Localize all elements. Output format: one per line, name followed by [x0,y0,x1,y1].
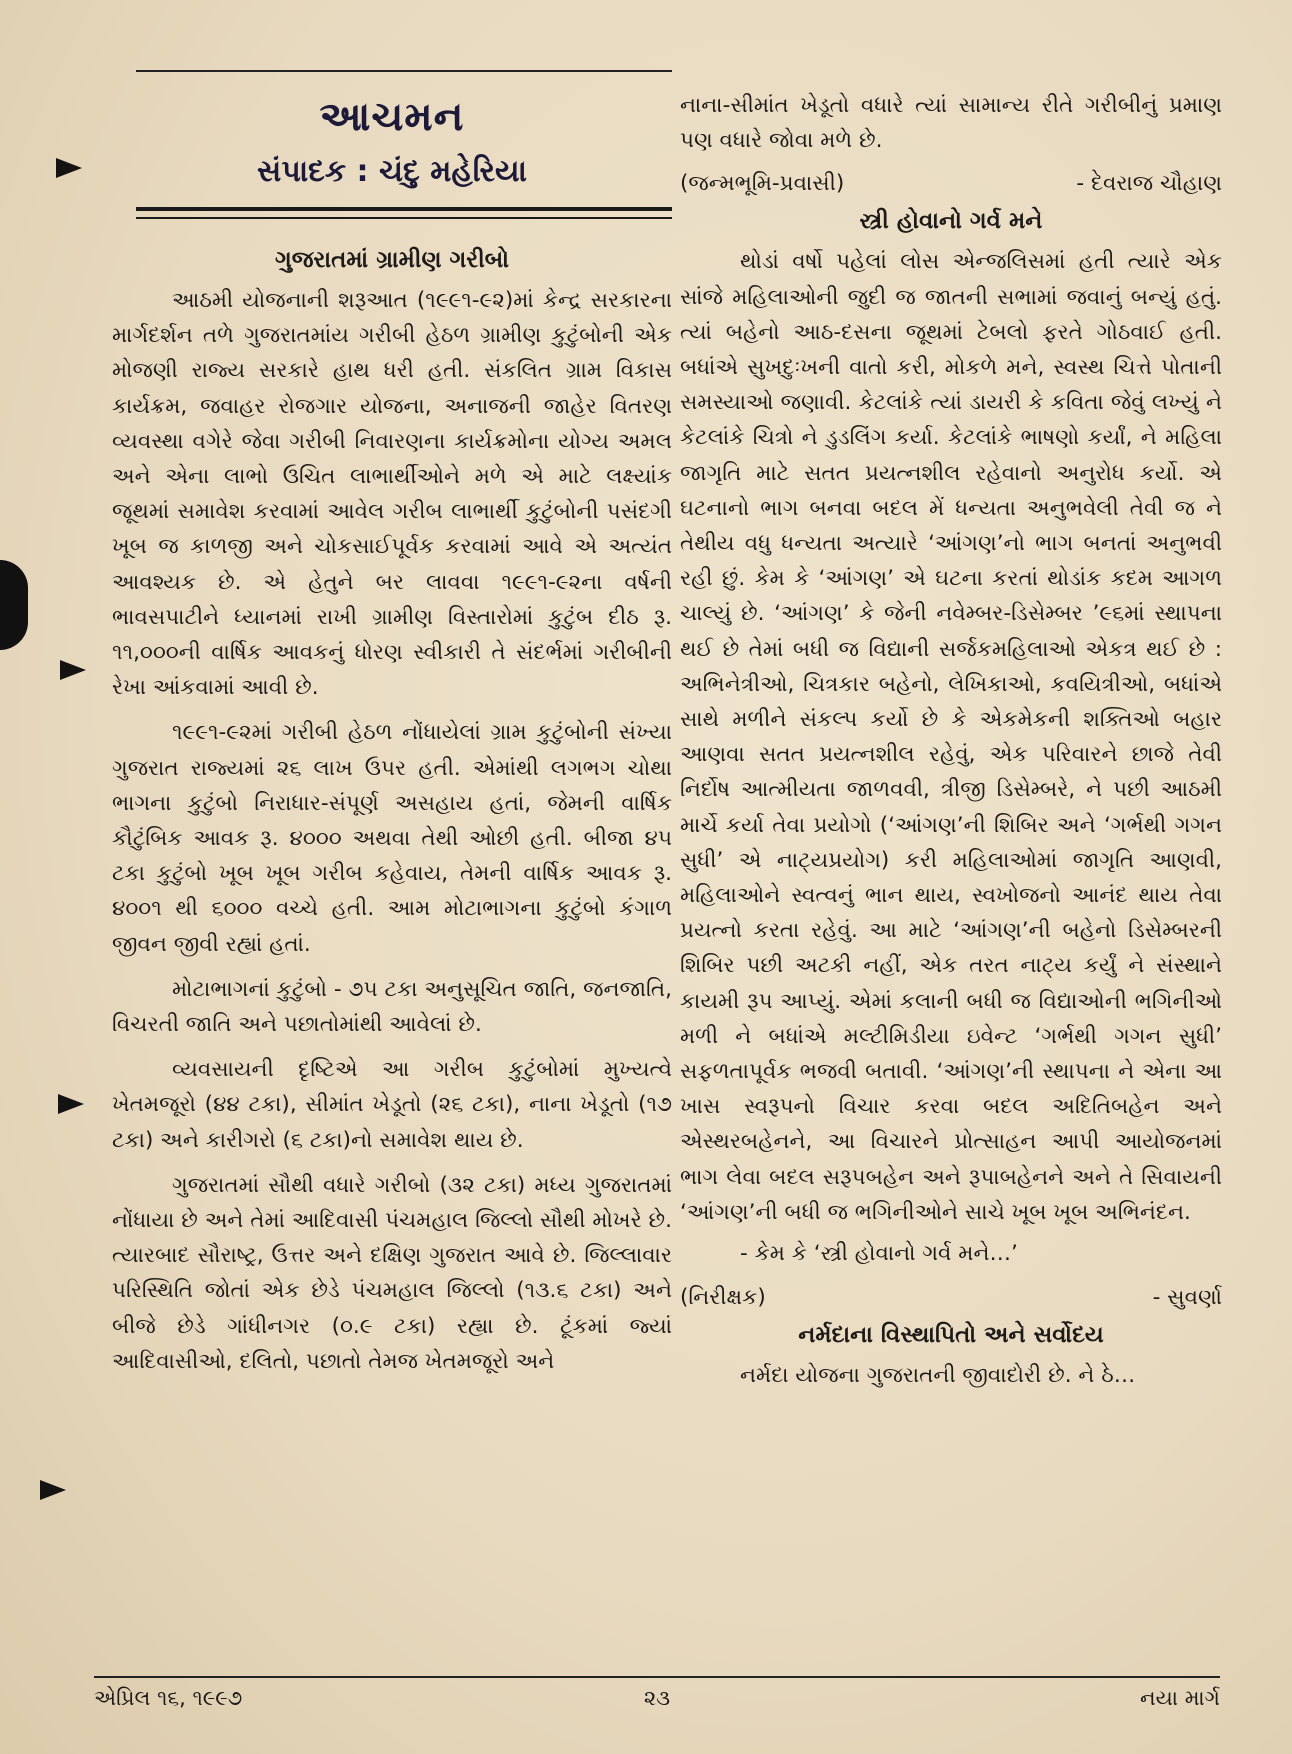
double-rule [136,207,672,219]
source: (જન્મભૂમિ-પ્રવાસી) [680,171,845,197]
source-line [680,1280,1222,1316]
article-paragraph: વ્યવસાયની દૃષ્ટિએ આ ગરીબ કુટુંબોમાં મુખ્યત્વે ખેતમજૂરો (૪૪ ટકા), સીમાંત ખેડૂતો (૨૬ ટકા), નાના ખેડૂતો (૧૭ ટકા) અને કારીગરો (૬ ટકા)નો સમાવેશ થાય છે. [112,1057,672,1153]
author: - દેવરાજ ચૌહાણ [1076,171,1222,197]
tagline: - કેમ કે ‘સ્ત્રી હોવાનો ગર્વ મને…’ [740,1241,1018,1267]
magazine-name: નયા માર્ગ [1140,1686,1220,1710]
source-line [680,166,1222,202]
article-paragraph: થોડાં વર્ષો પહેલાં લોસ એન્જલિસમાં હતી ત્યારે એક સાંજે મહિલાઓની જુદી જ જાતની સભામાં જવાનું બન્યું હતું. ત્યાં બહેનો આઠ-દસના જૂથમાં ટેબલો ફરતે ગોઠવાઈ હતી. બધાંએ સુખદુઃખની વાતો કરી, મોકળે મને, સ્વસ્થ ચિત્તે પોતાની સમસ્યાઓ જણાવી. કેટલાંકે ત્યાં ડાયરી કે કવિતા જેવું લખ્યું ને કેટલાંકે ચિત્રો ને ડુડલિંગ કર્યા. કેટલાંકે ભાષણો કર્યાં, ને મહિલા જાગૃતિ માટે સતત પ્રયત્નશીલ રહેવાનો અનુરોધ કર્યો. એ ઘટનાનો ભાગ બનવા બદલ મેં ધન્યતા અનુભવેલી તેવી જ ને તેથીય વધુ ધન્યતા અત્યારે ‘આંગણ’નો ભાગ બનતાં અનુભવી રહી છું. કેમ કે ‘આંગણ’ એ ઘટના કરતાં થોડાંક કદમ આગળ ચાલ્યું છે. ‘આંગણ’ કે જેની નવેમ્બર-ડિસેમ્બર ’૯૬માં સ્થાપના થઈ છે તેમાં બધી જ વિદ્યાની સર્જકમહિલાઓ એકત્ર થઈ છે : અભિનેત્રીઓ, ચિત્રકાર બહેનો, લેખિકાઓ, કવયિત્રીઓ, બધાંએ સાથે મળીને સંકલ્પ કર્યો છે કે એકમેકની શક્તિઓ બહાર આણવા સતત પ્રયત્નશીલ રહેવું, એક પરિવારને છાજે તેવી નિર્દોષ આત્મીયતા જાળવવી, ત્રીજી ડિસેમ્બરે, ને પછી આઠમી માર્ચે કર્યા તેવા પ્રયોગો (‘આંગણ’ની શિબિર અને ‘ગર્ભથી ગગન સુધી’ એ નાટ્યપ્રયોગ) કરી મહિલાઓમાં જાગૃતિ આણવી, મહિલાઓને સ્વત્વનું ભાન થાય, સ્વખોજનો આનંદ થાય તેવા પ્રયત્નો કરતા રહેવું. આ માટે ‘આંગણ’ની બહેનો ડિસેમ્બરની શિબિર પછી અટકી નહીં, એક તરત નાટ્ય કર્યું ને સંસ્થાને કાયમી રૂપ આપ્યું. એમાં કલાની બધી જ વિદ્યાઓની ભગિનીઓ મળી ને બધાંએ મલ્ટીમિડીયા ઇવેન્ટ ‘ગર્ભથી ગગન સુધી’ સફળતાપૂર્વક ભજવી બતાવી. ‘આંગણ’ની સ્થાપના ને એના આ ખાસ સ્વરૂપનો વિચાર કરવા બદલ અદિતિબહેન અને એસ્થરબહેનને, આ વિચારને પ્રોત્સાહન આપી આયોજનમાં ભાગ લેવા બદલ સરૂપબહેન અને રૂપાબહેનને અને તે સિવાયની ‘આંગણ’ની બધી જ ભગિનીઓને સાચે ખૂબ ખૂબ અભિનંદન. [680,249,1222,1225]
article-paragraph: ગુજરાતમાં સૌથી વધારે ગરીબો (૩૨ ટકા) મધ્ય ગુજરાતમાં નોંધાયા છે અને તેમાં આદિવાસી પંચમહાલ જિલ્લો સૌથી મોખરે છે. ત્યારબાદ સૌરાષ્ટ્ર, ઉત્તર અને દક્ષિણ ગુજરાત આવે છે. જિલ્લાવાર પરિસ્થિતિ જોતાં એક છેડે પંચમહાલ જિલ્લો (૧૩.૬ ટકા) અને બીજે છેડે ગાંધીનગર (૦.૯ ટકા) રહ્યા છે. ટૂંકમાં જ્યાં આદિવાસીઓ, દલિતો, પછાતો તેમજ ખેતમજૂરો અને [112,1172,672,1374]
article-paragraph: નર્મદા યોજના ગુજરાતની જીવાદોરી છે. ને ઠે… [740,1363,1136,1389]
author: - સુવર્ણા [1152,1285,1222,1311]
page-number: ૨૩ [643,1686,671,1710]
article-title: ગુજરાતમાં ગ્રામીણ ગરીબો [275,247,509,273]
right-column [680,88,1222,1393]
page-footer [94,1676,1220,1711]
column-title: આચમન [319,94,465,140]
article-paragraph: ૧૯૯૧-૯૨માં ગરીબી હેઠળ નોંધાયેલાં ગ્રામ કુટુંબોની સંખ્યા ગુજરાત રાજ્યમાં ૨૬ લાખ ઉપર હતી. એમાંથી લગભગ ચોથા ભાગના કુટુંબો નિરાધાર-સંપૂર્ણ અસહાય હતાં, જેમની વાર્ષિક કૌટુંબિક આવક રૂ. ૪૦૦૦ અથવા તેથી ઓછી હતી. બીજા ૪૫ ટકા કુટુંબો ખૂબ ખૂબ ગરીબ કહેવાય, તેમની વાર્ષિક આવક રૂ. ૪૦૦૧ થી ૬૦૦૦ વચ્ચે હતી. આમ મોટાભાગના કુટુંબો કંગાળ જીવન જીવી રહ્યાં હતાં. [112,720,672,957]
top-rule [136,70,672,72]
article-title: નર્મદાના વિસ્થાપિતો અને સર્વોદય [798,1322,1104,1349]
staple-mark [40,1480,66,1500]
article-continuation: નાના-સીમાંત ખેડૂતો વધારે ત્યાં સામાન્ય રીતે ગરીબીનું પ્રમાણ પણ વધારે જોવા મળે છે. [680,93,1222,154]
staple-mark [58,1094,84,1114]
ink-blot [0,560,28,650]
article-paragraph: આઠમી યોજનાની શરૂઆત (૧૯૯૧-૯૨)માં કેન્દ્ર સરકારના માર્ગદર્શન તળે ગુજરાતમાંય ગરીબી હેઠળ ગ્રામીણ કુટુંબોની એક મોજણી રાજ્ય સરકારે હાથ ધરી હતી. સંકલિત ગ્રામ વિકાસ કાર્યક્રમ, જવાહર રોજગાર યોજના, અનાજની જાહેર વિતરણ વ્યવસ્થા વગેરે જેવા ગરીબી નિવારણના કાર્યક્રમોના યોગ્ય અમલ અને એના લાભો ઉચિત લાભાર્થીઓને મળે એ માટે લક્ષ્યાંક જૂથમાં સમાવેશ કરવામાં આવેલ ગરીબ લાભાર્થી કુટુંબોની પસંદગી ખૂબ જ કાળજી અને ચોકસાઈપૂર્વક કરવામાં આવે એ અત્યંત આવશ્યક છે. એ હેતુને બર લાવવા ૧૯૯૧-૯૨ના વર્ષની ભાવસપાટીને ધ્યાનમાં રાખી ગ્રામીણ વિસ્તારોમાં કુટુંબ દીઠ રૂ. ૧૧,૦૦૦ની વાર્ષિક આવકનું ધોરણ સ્વીકારી તે સંદર્ભમાં ગરીબીની રેખા આંકવામાં આવી છે. [112,288,672,701]
article-paragraph: મોટાભાગનાં કુટુંબો - ૭૫ ટકા અનુસૂચિત જાતિ, જનજાતિ, વિચરતી જાતિ અને પછાતોમાંથી આવેલાં છે. [112,976,672,1038]
left-column [112,70,672,1379]
article-title: સ્ત્રી હોવાનો ગર્વ મને [859,208,1043,235]
issue-date: એપ્રિલ ૧૬, ૧૯૯૭ [94,1686,243,1710]
editor-line: સંપાદક : ચંદુ મહેરિયા [257,154,527,189]
staple-mark [60,660,86,680]
source: (નિરીક્ષક) [680,1285,766,1311]
staple-mark [56,158,82,178]
